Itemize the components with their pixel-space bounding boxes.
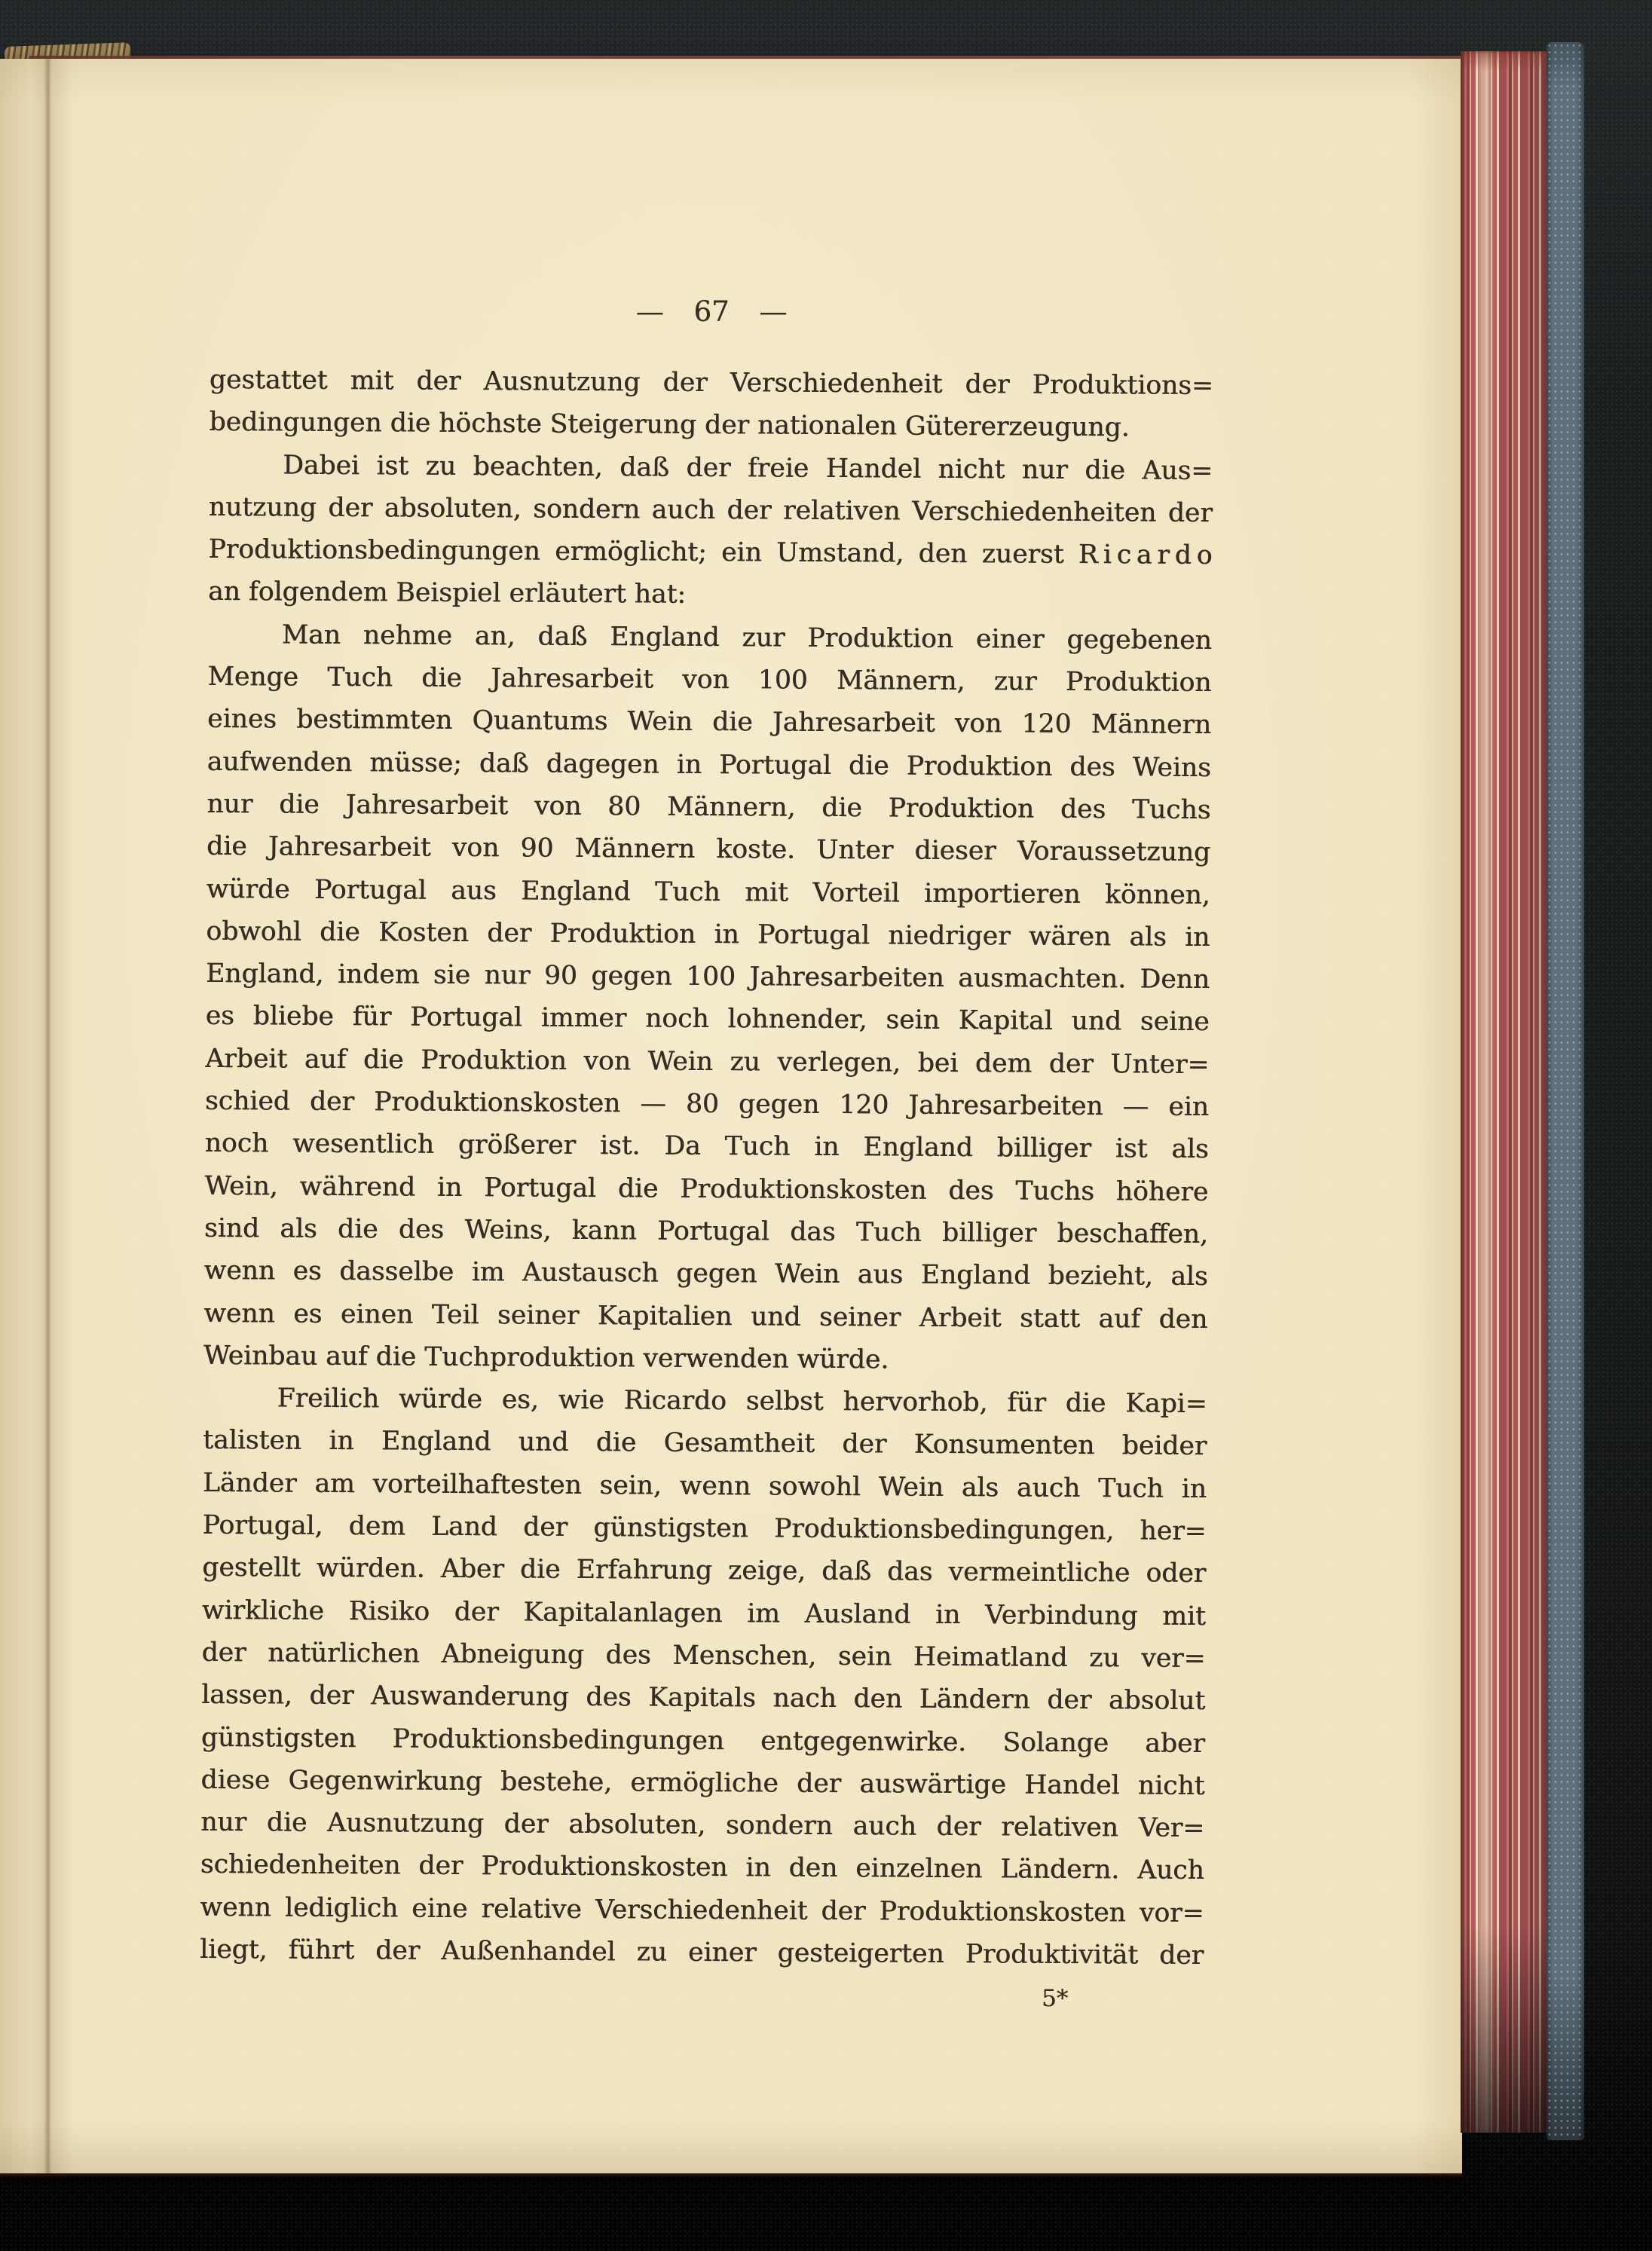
gutter-shadow xyxy=(30,59,83,2173)
text-line: Portugal, dem Land der günstigsten Produktionsbedingungen, her= xyxy=(202,1509,1207,1547)
text-line: wirkliche Risiko der Kapitalanlagen im Ausland in Verbindung mit xyxy=(201,1595,1206,1632)
text-line: diese Gegenwirkung bestehe, ermögliche der auswärtige Handel nicht xyxy=(200,1764,1205,1801)
text-line: obwohl die Kosten der Produktion in Portugal niedriger wären als in xyxy=(206,916,1210,953)
text-line: Man nehme an, daß England zur Produktion einer gegebenen xyxy=(281,619,1212,656)
page-fore-edge xyxy=(1461,51,1546,2133)
text-line: Freilich würde es, wie Ricardo selbst hervorhob, für die Kapi= xyxy=(277,1383,1207,1420)
text-line: Dabei ist zu beachten, daß der freie Handel nicht nur die Aus= xyxy=(283,450,1213,486)
text-line: an folgendem Beispiel erläutert hat: xyxy=(207,577,687,610)
text-line: bedingungen die höchste Steigerung der nationalen Gütererzeugung. xyxy=(209,407,1130,443)
text-line: der natürlichen Abneigung des Menschen, sein Heimatland zu ver= xyxy=(201,1637,1206,1674)
book-page xyxy=(0,59,1462,2173)
text-line: Länder am vorteilhaftesten sein, wenn sowohl Wein als auch Tuch in xyxy=(202,1467,1207,1504)
text-line: England, indem sie nur 90 gegen 100 Jahresarbeiten ausmachten. Denn xyxy=(205,959,1210,996)
text-line: Menge Tuch die Jahresarbeit von 100 Männern, zur Produktion xyxy=(207,662,1212,699)
text-line: die Jahresarbeit von 90 Männern koste. Unter dieser Voraussetzung xyxy=(206,831,1211,868)
text-line: Wein, während in Portugal die Produktionskosten des Tuchs höhere xyxy=(204,1170,1209,1207)
text-line: schiedenheiten der Produktionskosten in den einzelnen Ländern. Auch xyxy=(200,1849,1204,1886)
text-line: Weinbau auf die Tuchproduktion verwenden würde. xyxy=(203,1340,889,1375)
text-line: nur die Jahresarbeit von 80 Männern, die Produktion des Tuchs xyxy=(206,788,1211,826)
text-line: liegt, führt der Außenhandel zu einer gesteigerten Produktivität der xyxy=(199,1934,1204,1971)
text-line: sind als die des Weins, kann Portugal das Tuch billiger beschaffen, xyxy=(203,1213,1209,1249)
text-line: talisten in England und die Gesamtheit der Konsumenten beider xyxy=(203,1425,1207,1462)
text-line: es bliebe für Portugal immer noch lohnender, sein Kapital und seine xyxy=(205,1001,1210,1038)
text-line: gestellt würden. Aber die Erfahrung zeige, daß das vermeintliche oder xyxy=(202,1552,1207,1589)
text-block xyxy=(200,359,1213,1977)
text-line: gestattet mit der Ausnutzung der Verschiedenheit der Produktions= xyxy=(209,364,1213,402)
text-line: aufwenden müsse; daß dagegen in Portugal die Produktion des Weins xyxy=(206,746,1211,783)
text-line: wenn lediglich eine relative Verschiedenheit der Produktionskosten vor= xyxy=(200,1892,1204,1928)
signature-mark: 5* xyxy=(1042,1985,1069,2012)
text-line: wenn es dasselbe im Austausch gegen Wein aus England bezieht, als xyxy=(203,1255,1208,1292)
text-line: nur die Ausnutzung der absoluten, sondern auch der relativen Ver= xyxy=(200,1806,1205,1844)
text-line: Produktionsbedingungen ermöglicht; ein Umstand, den zuerst R i c a r d o xyxy=(208,534,1213,571)
book-cover-edge xyxy=(1546,42,1584,2140)
text-line: noch wesentlich größerer ist. Da Tuch in England billiger ist als xyxy=(204,1128,1209,1165)
text-line: wenn es einen Teil seiner Kapitalien und seiner Arbeit statt auf den xyxy=(203,1298,1208,1335)
text-line: lassen, der Auswanderung des Kapitals nach den Ländern der absolut xyxy=(201,1680,1206,1717)
text-line: nutzung der absoluten, sondern auch der relativen Verschiedenheiten der xyxy=(208,491,1213,528)
text-line: günstigsten Produktionsbedingungen entgegenwirke. Solange aber xyxy=(200,1722,1205,1759)
text-line: eines bestimmten Quantums Wein die Jahresarbeit von 120 Männern xyxy=(206,704,1212,741)
text-line: schied der Produktionskosten — 80 gegen 120 Jahresarbeiten — ein xyxy=(204,1085,1210,1123)
page-number: — 67 — xyxy=(635,295,788,328)
text-line: Arbeit auf die Produktion von Wein zu verlegen, bei dem der Unter= xyxy=(205,1043,1210,1080)
text-line: würde Portugal aus England Tuch mit Vorteil importieren können, xyxy=(206,873,1210,910)
